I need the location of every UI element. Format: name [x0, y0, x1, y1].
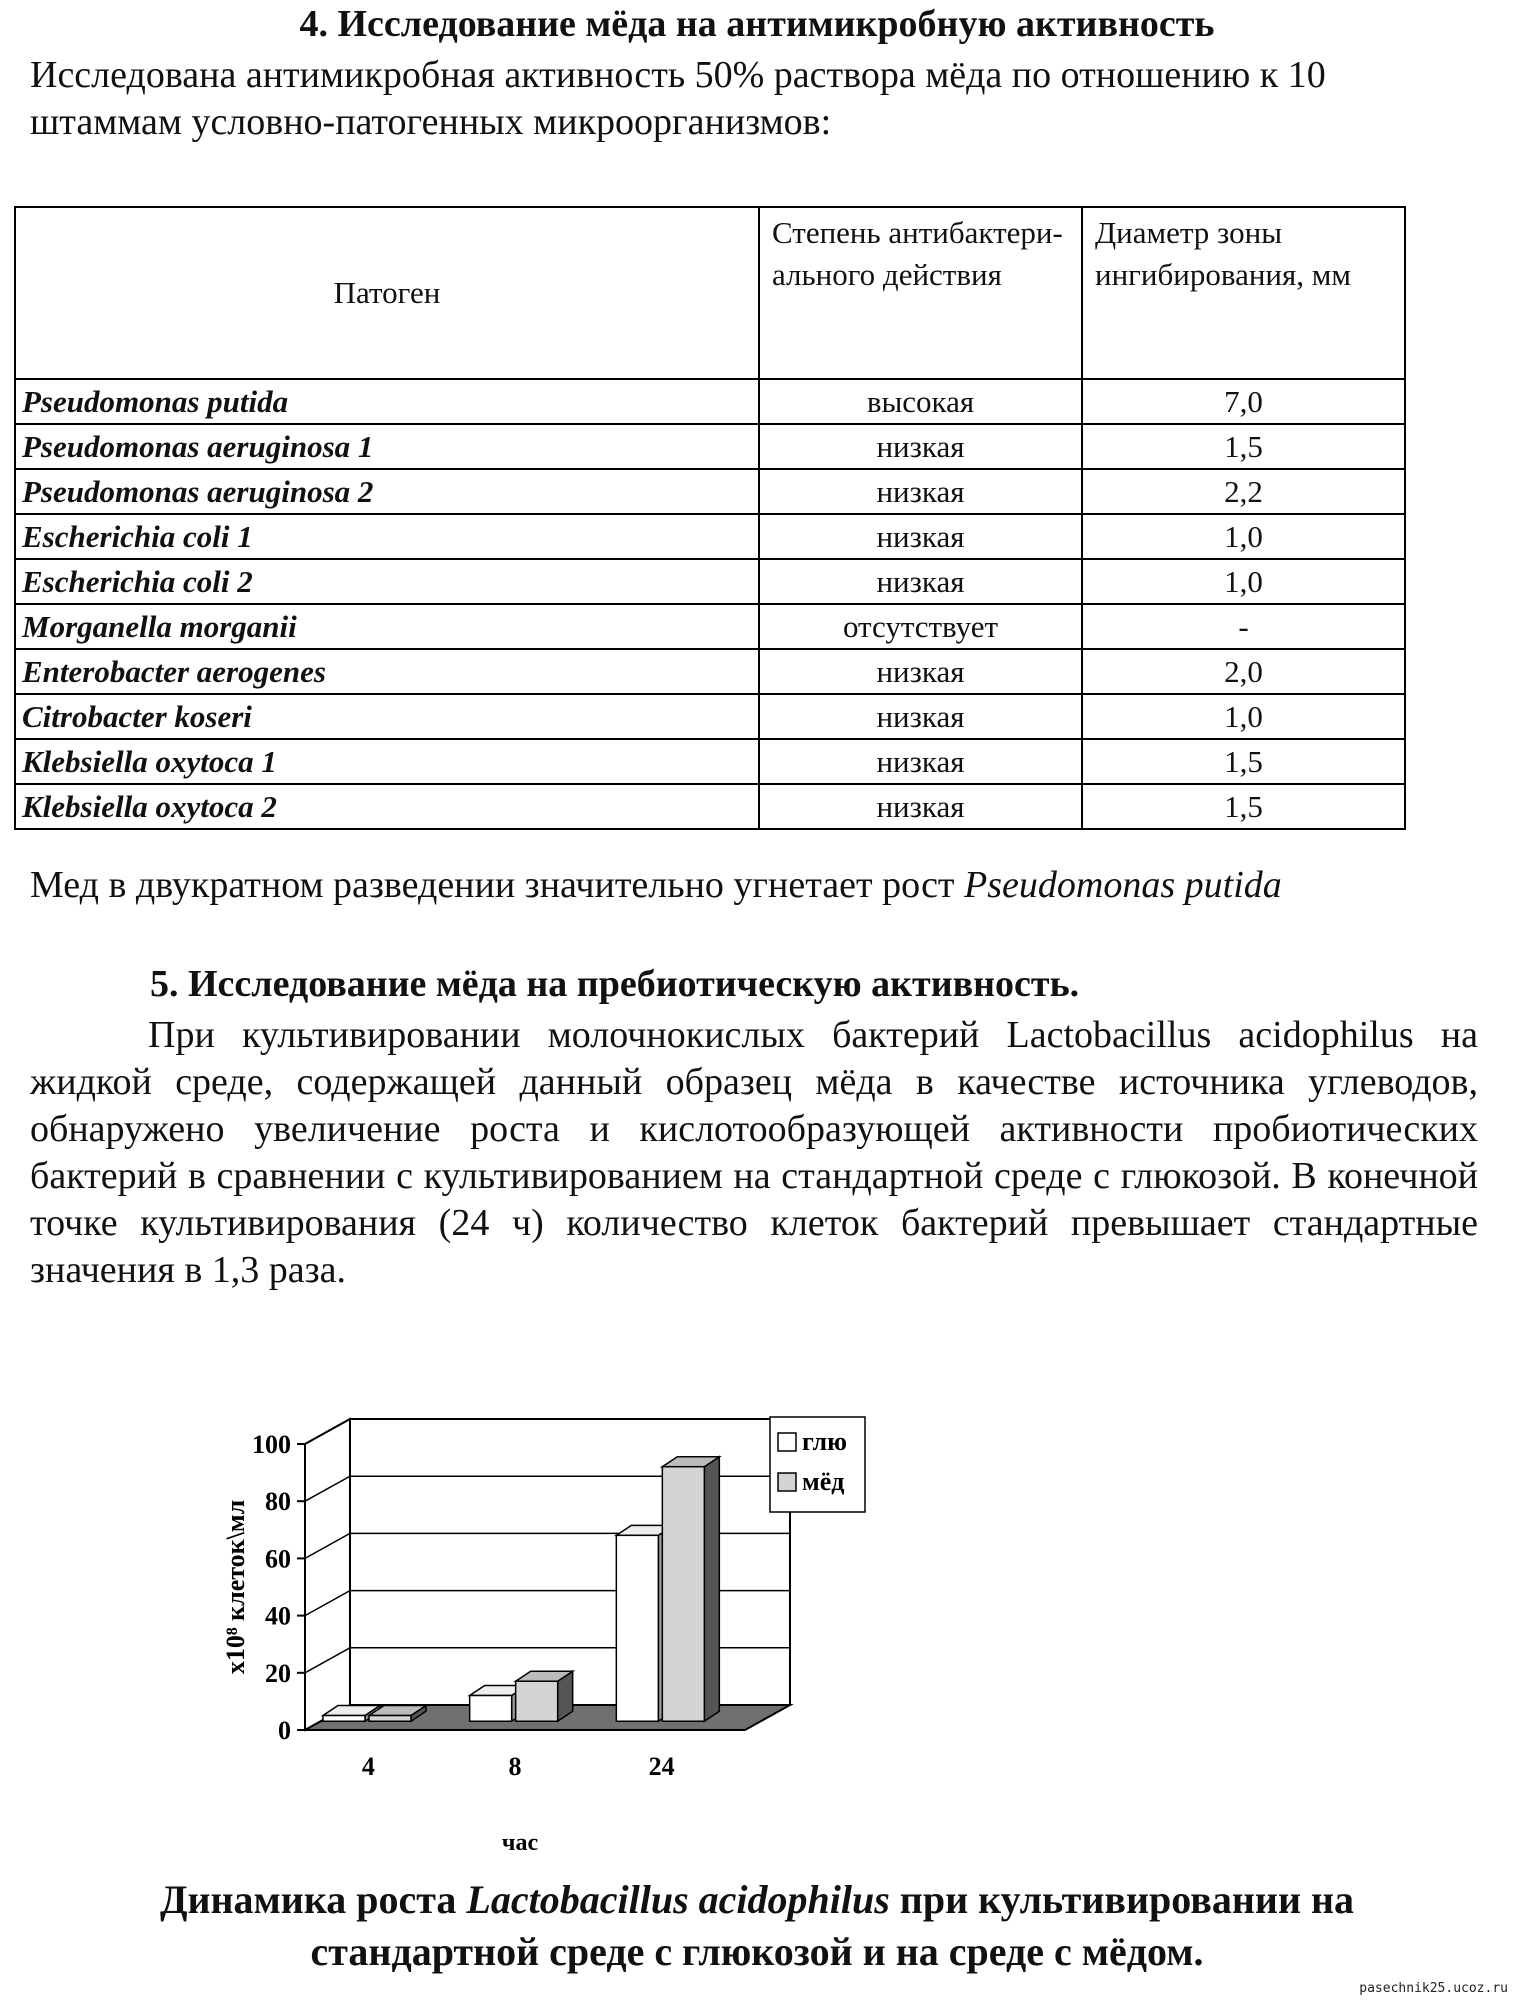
- degree-cell: низкая: [759, 469, 1082, 514]
- caption-part-2: при культивировании на: [889, 1877, 1355, 1922]
- pathogen-cell: Klebsiella oxytoca 1: [15, 739, 759, 784]
- section-5-body: При культивировании молочнокислых бактерий Lactobacillus acidophilus на жидкой среде, содержащей данный образец мёда в качестве источника углеводов, обнаружено увеличение роста и кислотообразующей активности пробиотических бактерий в сравнении с культивированием на стандартной среде с глюкозой. В конечной точке культивирования (24 ч) количество клеток бактерий превышает стандартные значения в 1,3 раза.: [30, 1014, 1478, 1291]
- diameter-cell: -: [1082, 604, 1405, 649]
- y-tick-label: 60: [265, 1544, 291, 1574]
- side-wall: [305, 1419, 350, 1730]
- pathogen-cell: Escherichia coli 2: [15, 559, 759, 604]
- pathogen-cell: Escherichia coli 1: [15, 514, 759, 559]
- pathogen-cell: Morganella morganii: [15, 604, 759, 649]
- x-axis-label: час: [501, 1830, 539, 1856]
- table-row: [15, 514, 1405, 559]
- legend-label: мёд: [802, 1467, 845, 1496]
- diameter-cell: 1,5: [1082, 739, 1405, 784]
- bar-глю: [616, 1535, 658, 1721]
- table-row: [15, 739, 1405, 784]
- diameter-cell: 2,2: [1082, 469, 1405, 514]
- pathogen-cell: Pseudomonas aeruginosa 2: [15, 469, 759, 514]
- header-diameter: Диаметр зоны ингибирования, мм: [1082, 207, 1405, 379]
- legend-swatch-мёд: [778, 1473, 796, 1491]
- y-tick-label: 20: [265, 1658, 291, 1688]
- diameter-cell: 1,0: [1082, 514, 1405, 559]
- bar-глю: [323, 1716, 365, 1722]
- section-4-title: 4. Исследование мёда на антимикробную активность: [299, 3, 1215, 45]
- y-tick-label: 80: [265, 1487, 291, 1517]
- table-row: [15, 694, 1405, 739]
- x-tick-label: 4: [361, 1752, 375, 1781]
- diameter-cell: 1,5: [1082, 784, 1405, 829]
- conclusion-species: Pseudomonas putida: [964, 864, 1282, 906]
- pathogen-cell: Pseudomonas aeruginosa 1: [15, 424, 759, 469]
- table-row: [15, 379, 1405, 424]
- caption-part-1: Динамика роста: [159, 1877, 467, 1922]
- legend-label: глю: [802, 1427, 847, 1456]
- table-row: [15, 469, 1405, 514]
- diameter-cell: 1,5: [1082, 424, 1405, 469]
- bar-side: [704, 1457, 719, 1722]
- bar-мёд: [662, 1467, 704, 1722]
- table-row: [15, 784, 1405, 829]
- conclusion-main: Мед в двукратном разведении значительно угнетает рост: [30, 864, 965, 906]
- diameter-cell: 7,0: [1082, 379, 1405, 424]
- pathogen-cell: Pseudomonas putida: [15, 379, 759, 424]
- caption-species: Lactobacillus acidophilus: [466, 1877, 890, 1922]
- degree-cell: низкая: [759, 559, 1082, 604]
- y-axis-label: x10⁸ клеток\мл: [221, 1499, 250, 1675]
- degree-cell: низкая: [759, 424, 1082, 469]
- antimicrobial-table: [14, 206, 1406, 830]
- back-wall: [350, 1419, 790, 1705]
- section-4-intro: Исследована антимикробная активность 50% раствора мёда по отношению к 10 штаммам условно-патогенных микроорганизмов:: [30, 54, 1326, 143]
- table-row: [15, 559, 1405, 604]
- caption-line-2: стандартной среде с глюкозой и на среде с мёдом.: [310, 1929, 1204, 1974]
- table-header-row: [15, 207, 1405, 379]
- bar-мёд: [369, 1716, 411, 1722]
- site-watermark: pasechnik25.ucoz.ru: [1359, 1981, 1508, 1996]
- y-tick-label: 0: [278, 1716, 291, 1745]
- bar-глю: [470, 1696, 512, 1722]
- degree-cell: высокая: [759, 379, 1082, 424]
- table-row: [15, 649, 1405, 694]
- header-pathogen: Патоген: [15, 207, 759, 379]
- legend-swatch-глю: [778, 1433, 796, 1451]
- degree-cell: низкая: [759, 694, 1082, 739]
- section-5-text: [30, 1012, 1478, 1294]
- x-tick-label: 24: [648, 1752, 675, 1781]
- pathogen-cell: Citrobacter koseri: [15, 694, 759, 739]
- pathogen-cell: Enterobacter aerogenes: [15, 649, 759, 694]
- table-row: [15, 604, 1405, 649]
- degree-cell: отсутствует: [759, 604, 1082, 649]
- degree-cell: низкая: [759, 514, 1082, 559]
- growth-bar-chart: [221, 1360, 1170, 1860]
- table-row: [15, 424, 1405, 469]
- bar-мёд: [516, 1681, 558, 1721]
- y-tick-label: 40: [265, 1601, 291, 1631]
- diameter-cell: 2,0: [1082, 649, 1405, 694]
- x-tick-label: 8: [508, 1752, 522, 1781]
- y-tick-label: 100: [252, 1430, 291, 1459]
- degree-cell: низкая: [759, 739, 1082, 784]
- diameter-cell: 1,0: [1082, 694, 1405, 739]
- pathogen-cell: Klebsiella oxytoca 2: [15, 784, 759, 829]
- section-5-title: 5. Исследование мёда на пребиотическую активность.: [150, 963, 1080, 1005]
- conclusion-text: [30, 862, 1480, 909]
- chart-caption: [0, 1874, 1514, 1978]
- degree-cell: низкая: [759, 649, 1082, 694]
- degree-cell: низкая: [759, 784, 1082, 829]
- diameter-cell: 1,0: [1082, 559, 1405, 604]
- header-degree: Степень антибактери-ального действия: [759, 207, 1082, 379]
